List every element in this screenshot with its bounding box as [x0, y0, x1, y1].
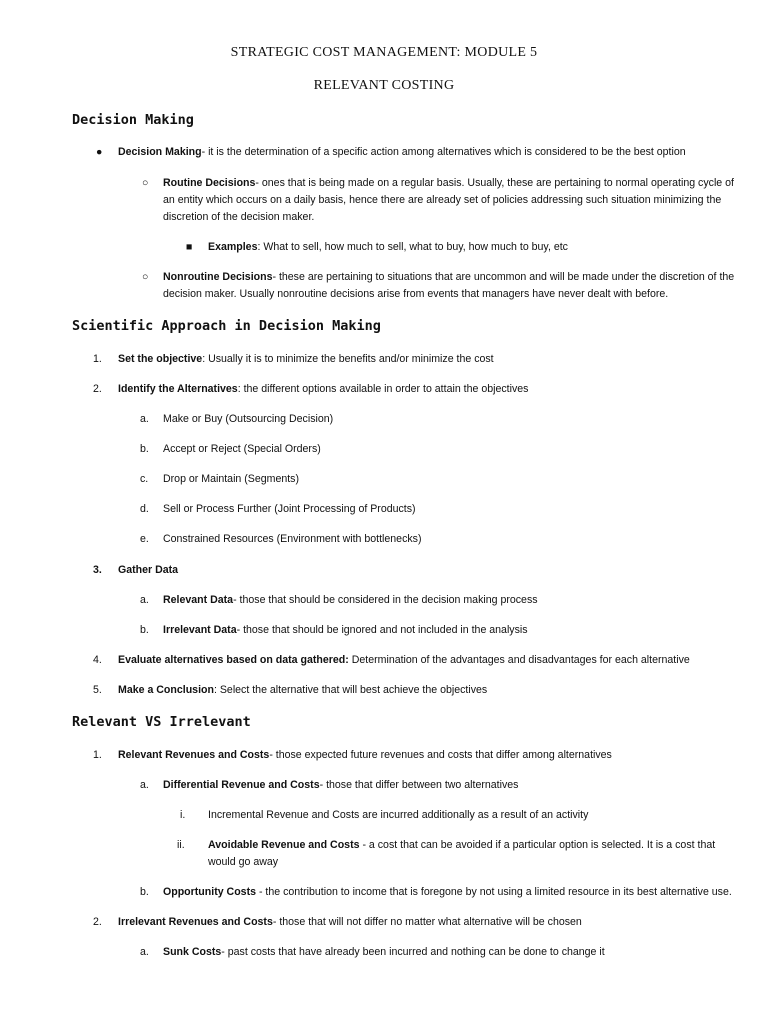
- list-letter: b.: [140, 624, 149, 636]
- list-item: Accept or Reject (Special Orders): [163, 443, 321, 455]
- list-item: Irrelevant Data- those that should be ignored and not included in the analysis: [163, 624, 528, 636]
- section-heading-decision-making: Decision Making: [72, 112, 194, 128]
- list-item-continued: decision maker. Usually nonroutine decisions arise from events that managers have never dealt with before.: [163, 288, 669, 300]
- list-letter: a.: [140, 594, 149, 606]
- list-item-continued: discretion of the decision maker.: [163, 211, 315, 223]
- list-item: Gather Data: [118, 564, 179, 576]
- list-item: Make or Buy (Outsourcing Decision): [163, 413, 334, 425]
- list-item: Examples: What to sell, how much to sell, what to buy, how much to buy, etc: [208, 241, 568, 253]
- list-roman: i.: [180, 809, 186, 821]
- list-item: Constrained Resources (Environment with bottlenecks): [163, 533, 422, 545]
- list-item: Set the objective: Usually it is to minimize the benefits and/or minimize the cost: [118, 353, 494, 365]
- list-letter: b.: [140, 443, 149, 455]
- list-item: Nonroutine Decisions- these are pertaining to situations that are uncommon and will be made under the discretion of the: [163, 271, 735, 283]
- list-item: Incremental Revenue and Costs are incurred additionally as a result of an activity: [208, 809, 589, 821]
- bullet-filled-icon: ●: [96, 146, 103, 158]
- list-item: Relevant Data- those that should be considered in the decision making process: [163, 594, 538, 606]
- list-item: Relevant Revenues and Costs- those expected future revenues and costs that differ among alternatives: [118, 749, 612, 761]
- list-item: Differential Revenue and Costs- those that differ between two alternatives: [163, 779, 519, 791]
- list-letter: a.: [140, 779, 149, 791]
- list-item: Routine Decisions- ones that is being made on a regular basis. Usually, these are pertaining to normal operating cycle of: [163, 177, 734, 189]
- list-letter: d.: [140, 503, 149, 515]
- list-number: 5.: [93, 684, 102, 696]
- bullet-hollow-icon: ○: [142, 177, 149, 189]
- list-number: 1.: [93, 353, 102, 365]
- list-number: 1.: [93, 749, 102, 761]
- list-letter: a.: [140, 413, 149, 425]
- bullet-square-icon: ■: [186, 241, 193, 253]
- list-item: Identify the Alternatives: the different options available in order to attain the objectives: [118, 383, 529, 395]
- list-letter: c.: [140, 473, 149, 485]
- list-item: Evaluate alternatives based on data gathered: Determination of the advantages and disadvantages for each alternative: [118, 654, 690, 666]
- list-number: 2.: [93, 916, 102, 928]
- list-item: Sell or Process Further (Joint Processing of Products): [163, 503, 416, 515]
- list-letter: e.: [140, 533, 149, 545]
- list-number: 4.: [93, 654, 102, 666]
- list-roman: ii.: [177, 839, 185, 851]
- document-title: STRATEGIC COST MANAGEMENT: MODULE 5: [230, 45, 538, 60]
- list-item: Avoidable Revenue and Costs - a cost that can be avoided if a particular option is selected. It is a cost that: [208, 839, 716, 851]
- list-item: Make a Conclusion: Select the alternative that will best achieve the objectives: [118, 684, 488, 696]
- list-item: Irrelevant Revenues and Costs- those that will not differ no matter what alternative will be chosen: [118, 916, 582, 928]
- list-item: Sunk Costs- past costs that have already been incurred and nothing can be done to change it: [163, 946, 605, 958]
- document-subtitle: RELEVANT COSTING: [313, 78, 455, 93]
- section-heading-scientific-approach: Scientific Approach in Decision Making: [72, 318, 381, 334]
- list-item-continued: an entity which occurs on a daily basis, hence there are already set of policies addressing such situation minimizing the: [163, 194, 722, 206]
- list-letter: a.: [140, 946, 149, 958]
- list-letter: b.: [140, 886, 149, 898]
- list-item: Opportunity Costs - the contribution to income that is foregone by not using a limited resource in its best alternative use.: [163, 886, 732, 898]
- list-number: 2.: [93, 383, 102, 395]
- section-heading-relevant-vs-irrelevant: Relevant VS Irrelevant: [72, 714, 251, 730]
- list-item: Drop or Maintain (Segments): [163, 473, 300, 485]
- list-number: 3.: [93, 564, 102, 576]
- list-item-continued: would go away: [208, 856, 279, 868]
- bullet-hollow-icon: ○: [142, 271, 149, 283]
- list-item: Decision Making- it is the determination of a specific action among alternatives which is considered to be the best option: [118, 146, 686, 158]
